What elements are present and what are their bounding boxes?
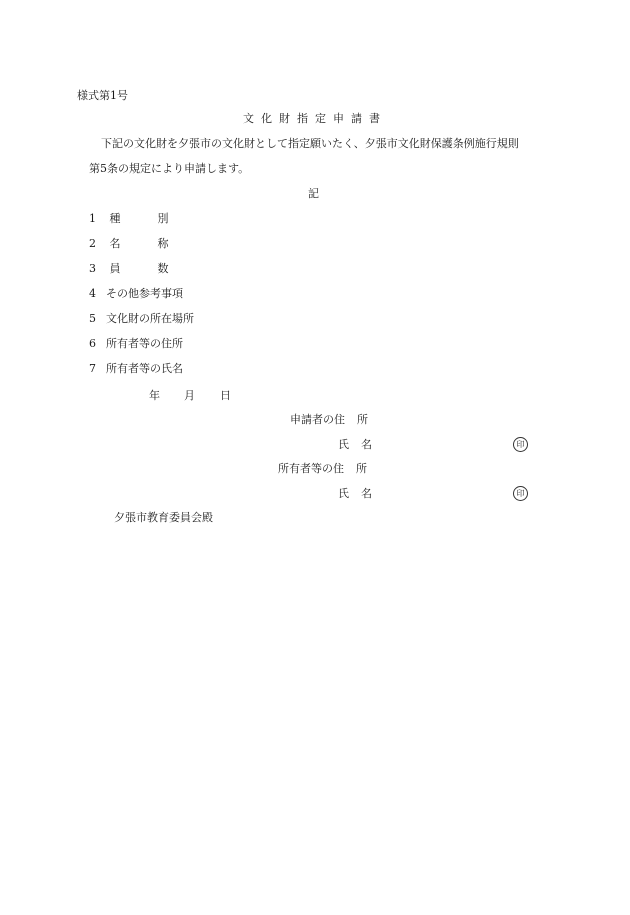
item-1-type: 1 種 別: [89, 212, 169, 225]
ki-heading: 記: [308, 187, 319, 200]
item-5-location: 5 文化財の所在場所: [89, 312, 194, 325]
owner-name-label: 氏 名: [338, 487, 372, 500]
item-7-owner-name: 7 所有者等の氏名: [89, 362, 183, 375]
date-month: 月: [184, 389, 195, 402]
applicant-seal: 印: [513, 437, 528, 452]
date-day: 日: [220, 389, 231, 402]
form-number: 様式第1号: [77, 89, 128, 102]
date-year: 年: [149, 389, 160, 402]
applicant-address-label: 申請者の住 所: [290, 413, 368, 426]
item-4-other-references: 4 その他参考事項: [89, 287, 183, 300]
owner-seal: 印: [513, 486, 528, 501]
request-text-line-2: 第5条の規定により申請します。: [89, 162, 250, 175]
request-text-line-1: 下記の文化財を夕張市の文化財として指定願いたく、夕張市文化財保護条例施行規則: [101, 137, 519, 150]
item-6-owner-address: 6 所有者等の住所: [89, 337, 183, 350]
addressee: 夕張市教育委員会殿: [114, 511, 213, 524]
owner-address-label: 所有者等の住 所: [278, 462, 367, 475]
item-3-count: 3 員 数: [89, 262, 169, 275]
item-2-name: 2 名 称: [89, 237, 169, 250]
applicant-name-label: 氏 名: [338, 438, 372, 451]
document-title: 文化財指定申請書: [243, 112, 387, 125]
